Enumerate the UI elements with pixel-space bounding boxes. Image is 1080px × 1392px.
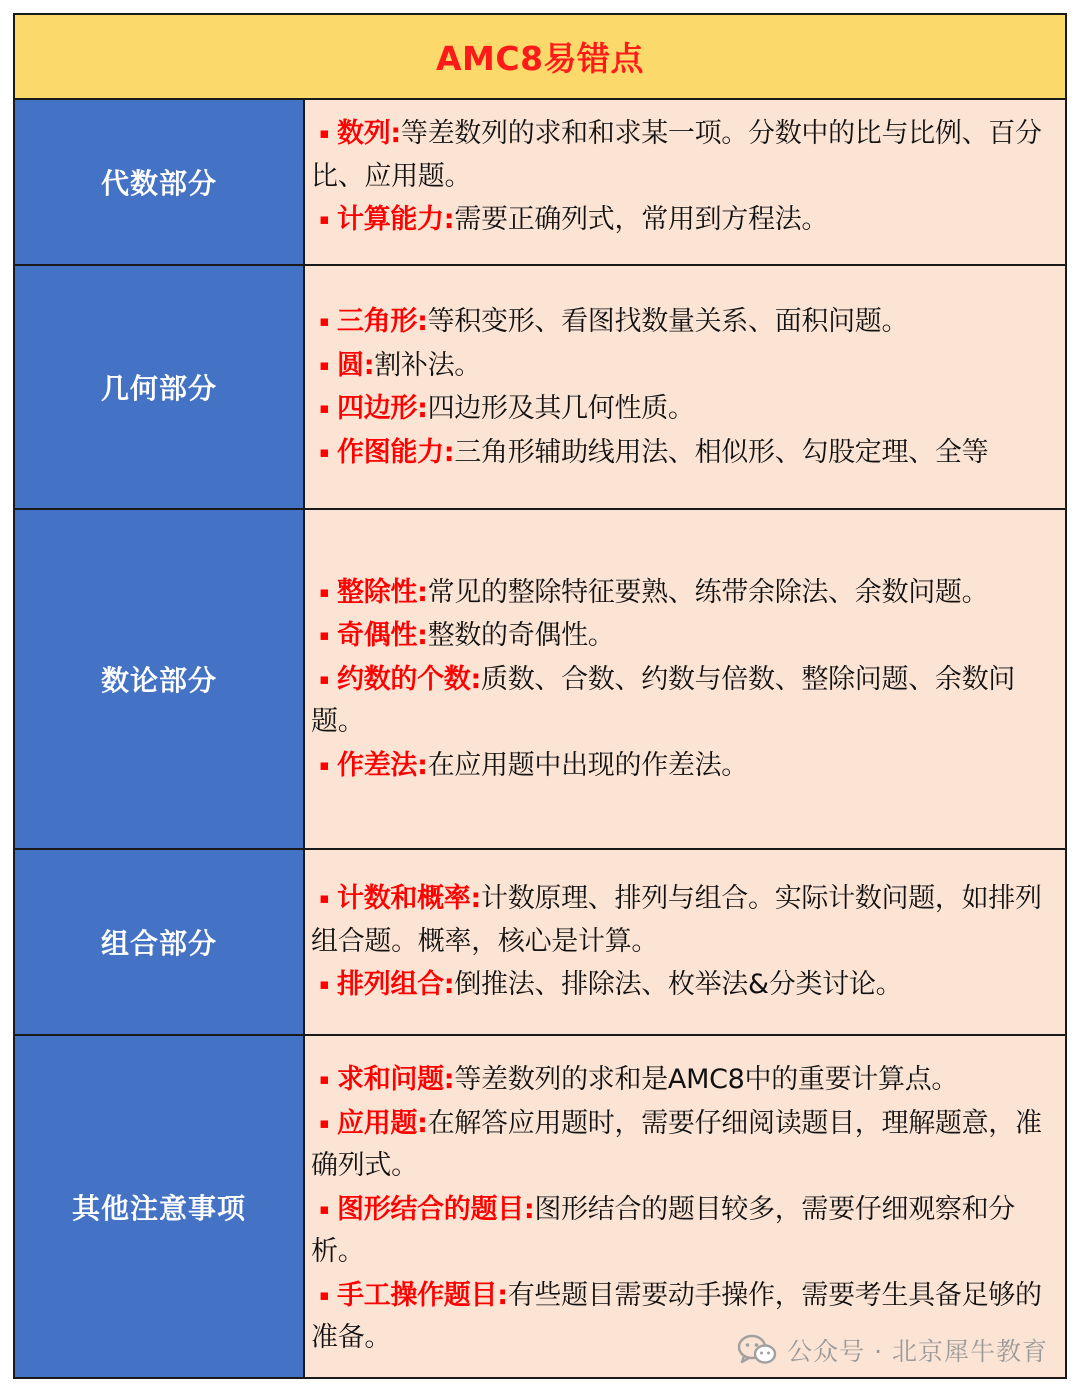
category-cell bbox=[15, 100, 305, 264]
item-label: 作图能力: bbox=[337, 436, 455, 468]
item-text: 在解答应用题时，需要仔细阅读题目，理解题意，准确列式。 bbox=[311, 1107, 1042, 1181]
item-text: 在应用题中出现的作差法。 bbox=[427, 749, 749, 781]
item-text: 等积变形、看图找数量关系、面积问题。 bbox=[427, 306, 909, 337]
list-item bbox=[311, 431, 1055, 475]
bullet-icon: ▪ bbox=[319, 399, 329, 417]
list-item bbox=[311, 614, 1055, 658]
item-label: 应用题: bbox=[337, 1107, 428, 1139]
bullet-icon: ▪ bbox=[319, 1070, 329, 1088]
list-item bbox=[311, 571, 1055, 615]
item-label: 计算能力: bbox=[337, 204, 455, 236]
watermark bbox=[737, 1332, 1048, 1368]
category-cell bbox=[15, 850, 305, 1034]
list-item bbox=[311, 112, 1055, 198]
bullet-icon: ▪ bbox=[319, 1199, 329, 1218]
section-row bbox=[15, 850, 1065, 1036]
list-item bbox=[311, 744, 1055, 788]
item-text: 整数的奇偶性。 bbox=[427, 620, 615, 652]
bullet-icon: ▪ bbox=[319, 355, 329, 374]
content-cell bbox=[305, 266, 1065, 508]
section-row bbox=[15, 510, 1065, 850]
section-row bbox=[15, 266, 1065, 510]
item-label: 数列: bbox=[337, 118, 401, 150]
item-text: 图形结合的题目较多，需要仔细观察和分析。 bbox=[311, 1193, 1016, 1267]
bullet-icon: ▪ bbox=[319, 889, 329, 908]
category-label: 其他注意事项 bbox=[71, 1191, 246, 1225]
bullet-icon: ▪ bbox=[319, 582, 329, 601]
bullet-icon: ▪ bbox=[319, 442, 329, 461]
item-label: 圆: bbox=[337, 349, 375, 381]
bullet-icon: ▪ bbox=[319, 124, 329, 143]
list-item bbox=[311, 387, 1055, 431]
item-label: 手工操作题目: bbox=[337, 1279, 508, 1311]
item-text: 质数、合数、约数与倍数、整除问题、余数问题。 bbox=[311, 663, 1015, 738]
item-text: 三角形辅助线用法、相似形、勾股定理、全等 bbox=[454, 436, 989, 468]
content-cell bbox=[305, 100, 1065, 264]
bullet-icon: ▪ bbox=[319, 626, 329, 645]
item-label: 求和问题: bbox=[337, 1064, 455, 1095]
list-item bbox=[311, 963, 1055, 1007]
item-text: 需要正确列式，常用到方程法。 bbox=[454, 204, 829, 236]
list-item bbox=[311, 1058, 1055, 1102]
category-label: 几何部分 bbox=[100, 372, 217, 405]
category-cell bbox=[15, 266, 305, 508]
bullet-icon: ▪ bbox=[319, 1285, 329, 1304]
category-label: 数论部分 bbox=[100, 664, 217, 697]
list-item bbox=[311, 1102, 1055, 1188]
bullet-icon: ▪ bbox=[319, 975, 329, 994]
item-label: 整除性: bbox=[337, 576, 428, 608]
item-text: 有些题目需要动手操作，需要考生具备足够的准备。 bbox=[311, 1279, 1042, 1353]
watermark-text: 公众号 · 北京犀牛教育 bbox=[787, 1337, 1048, 1366]
list-item bbox=[311, 658, 1055, 744]
table-header bbox=[15, 15, 1065, 100]
table-title: AMC8易错点 bbox=[435, 39, 645, 78]
category-label: 组合部分 bbox=[100, 927, 217, 960]
list-item bbox=[311, 877, 1055, 963]
category-label: 代数部分 bbox=[100, 167, 217, 200]
content-cell bbox=[305, 850, 1065, 1034]
bullet-icon: ▪ bbox=[319, 210, 329, 229]
item-label: 计数和概率: bbox=[337, 883, 481, 915]
list-item bbox=[311, 198, 1055, 242]
content-cell bbox=[305, 510, 1065, 848]
item-text: 倒推法、排除法、枚举法&分类讨论。 bbox=[454, 969, 903, 1001]
item-label: 四边形: bbox=[337, 393, 428, 424]
section-row bbox=[15, 100, 1065, 266]
item-text: 等差数列的求和和求某一项。分数中的比与比例、百分比、应用题。 bbox=[311, 118, 1042, 192]
item-text: 四边形及其几何性质。 bbox=[427, 393, 695, 424]
item-label: 三角形: bbox=[337, 306, 428, 337]
content-cell bbox=[305, 1036, 1065, 1377]
list-item bbox=[311, 1188, 1055, 1274]
bullet-icon: ▪ bbox=[319, 755, 329, 774]
item-text: 割补法。 bbox=[374, 349, 482, 381]
item-label: 排列组合: bbox=[337, 969, 455, 1001]
item-text: 计数原理、排列与组合。实际计数问题，如排列组合题。概率，核心是计算。 bbox=[311, 883, 1042, 957]
category-cell bbox=[15, 1036, 305, 1377]
section-row bbox=[15, 1036, 1065, 1377]
item-text: 等差数列的求和是AMC8中的重要计算点。 bbox=[454, 1064, 959, 1095]
item-text: 常见的整除特征要熟、练带余除法、余数问题。 bbox=[427, 576, 989, 608]
bullet-icon: ▪ bbox=[319, 1113, 329, 1132]
list-item bbox=[311, 344, 1055, 388]
item-label: 奇偶性: bbox=[337, 620, 428, 652]
item-label: 作差法: bbox=[337, 749, 428, 781]
list-item bbox=[311, 300, 1055, 344]
mistakes-table bbox=[13, 13, 1067, 1379]
bullet-icon: ▪ bbox=[319, 312, 329, 330]
category-cell bbox=[15, 510, 305, 848]
bullet-icon: ▪ bbox=[319, 669, 329, 688]
item-label: 图形结合的题目: bbox=[337, 1193, 535, 1225]
item-label: 约数的个数: bbox=[337, 663, 481, 695]
wechat-icon bbox=[737, 1334, 777, 1366]
